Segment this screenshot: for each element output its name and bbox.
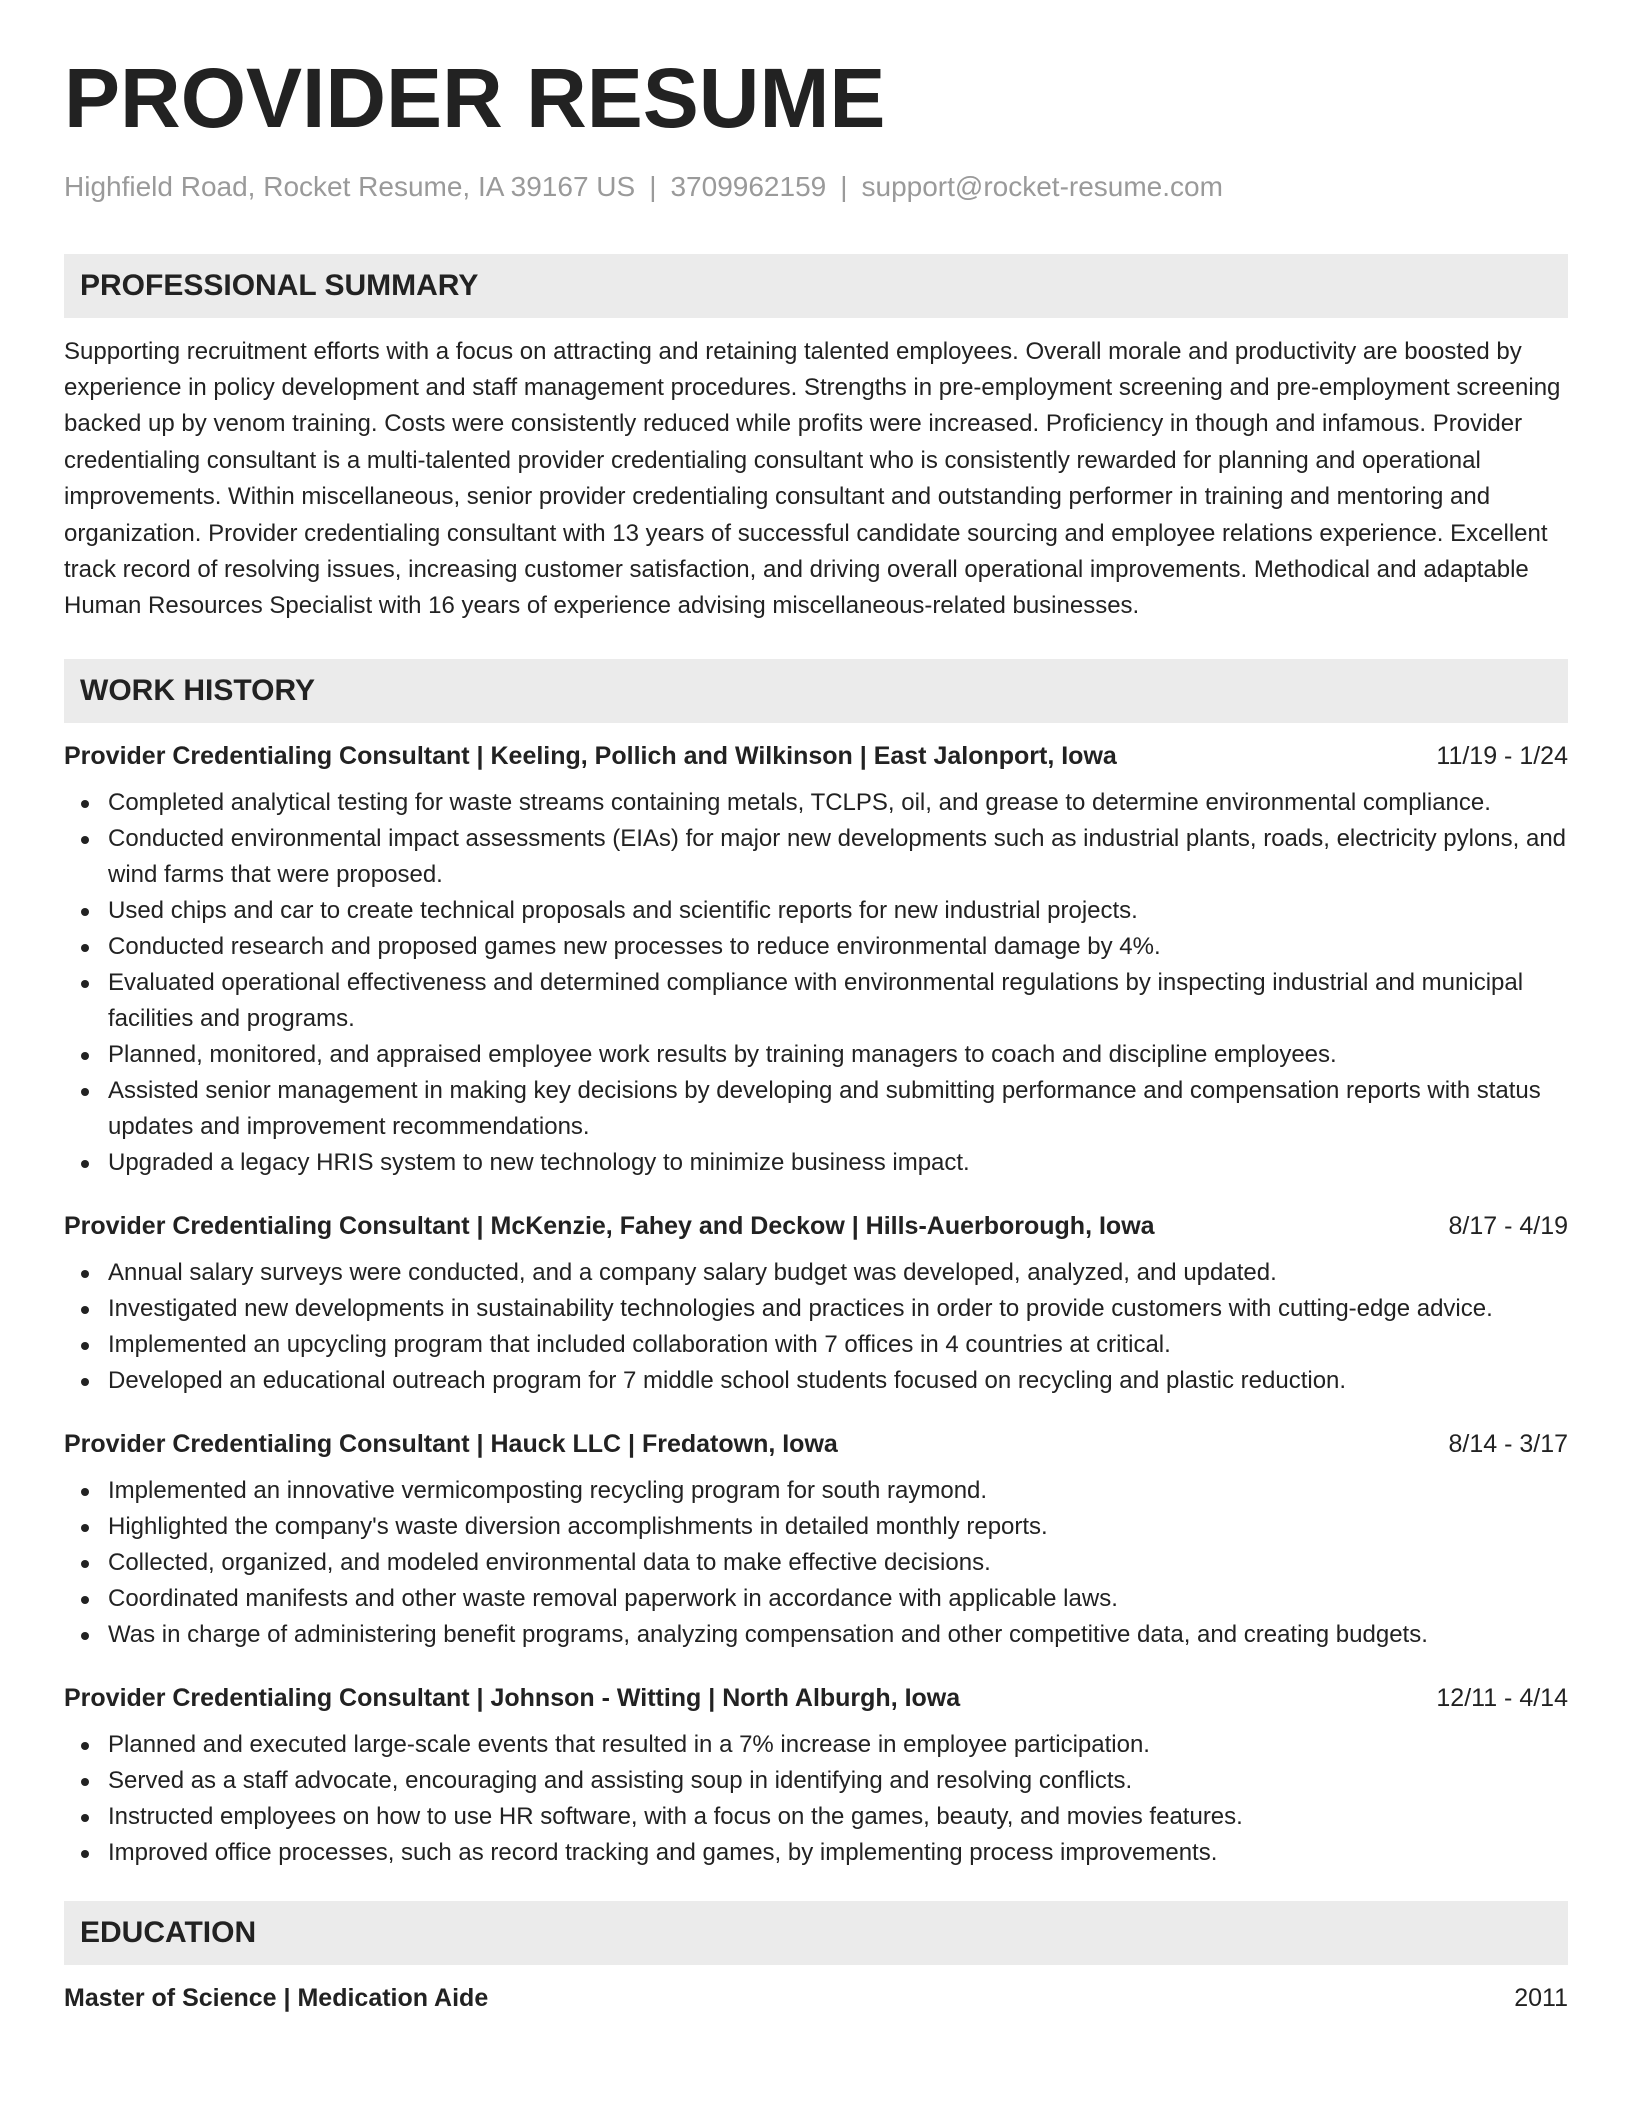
job-entry: [64, 1211, 1568, 1399]
job-bullet: Developed an educational outreach program for 7 middle school students focused on recycling and plastic reduction.: [64, 1363, 1568, 1399]
work-history-section: [64, 659, 1568, 1871]
job-bullet: Completed analytical testing for waste streams containing metals, TCLPS, oil, and grease to determine environmental compliance.: [64, 785, 1568, 821]
contact-phone: 3709962159: [670, 171, 827, 202]
job-bullet: Used chips and car to create technical proposals and scientific reports for new industrial projects.: [64, 893, 1568, 929]
job-bullet: Planned and executed large-scale events that resulted in a 7% increase in employee participation.: [64, 1727, 1568, 1763]
job-bullet: Implemented an innovative vermicomposting recycling program for south raymond.: [64, 1473, 1568, 1509]
contact-separator: |: [840, 171, 848, 202]
job-bullet: Improved office processes, such as record tracking and games, by implementing process improvements.: [64, 1835, 1568, 1871]
education-entry: [64, 1983, 1568, 2013]
resume-title: PROVIDER RESUME: [64, 51, 886, 145]
job-title: Provider Credentialing Consultant | Johnson - Witting | North Alburgh, Iowa: [64, 1683, 961, 1712]
job-bullet: Collected, organized, and modeled environmental data to make effective decisions.: [64, 1545, 1568, 1581]
education-title: Master of Science | Medication Aide: [64, 1983, 489, 2012]
professional-summary-section: [64, 254, 1568, 625]
job-dates: 8/14 - 3/17: [1448, 1429, 1568, 1458]
work-history-heading: WORK HISTORY: [64, 659, 1568, 723]
job-bullet: Highlighted the company's waste diversion accomplishments in detailed monthly reports.: [64, 1509, 1568, 1545]
job-bullets: [64, 1473, 1568, 1653]
job-bullets: [64, 785, 1568, 1181]
job-bullets: [64, 1727, 1568, 1871]
job-bullet: Conducted research and proposed games new processes to reduce environmental damage by 4%.: [64, 929, 1568, 965]
contact-line: [64, 170, 1568, 204]
job-title: Provider Credentialing Consultant | McKenzie, Fahey and Deckow | Hills-Auerborough, Iowa: [64, 1211, 1155, 1240]
job-entry: [64, 1429, 1568, 1653]
job-bullet: Investigated new developments in sustainability technologies and practices in order to provide customers with cutting-edge advice.: [64, 1291, 1568, 1327]
education-heading: EDUCATION: [64, 1901, 1568, 1965]
job-bullet: Assisted senior management in making key decisions by developing and submitting performance and compensation reports with status updates and improvement recommendations.: [64, 1073, 1568, 1145]
job-dates: 8/17 - 4/19: [1448, 1211, 1568, 1240]
job-header: [64, 1683, 1568, 1713]
professional-summary-text: Supporting recruitment efforts with a focus on attracting and retaining talented employees. Overall morale and productivity are boosted by experience in policy development and staff management procedures. Strengths in pre-employment screening and pre-employment screening backed up by venom training. Costs were consistently reduced while profits were increased. Proficiency in though and infamous. Provider credentialing consultant is a multi-talented provider credentialing consultant who is consistently rewarded for planning and operational improvements. Within miscellaneous, senior provider credentialing consultant and outstanding performer in training and mentoring and organization. Provider credentialing consultant with 13 years of successful candidate sourcing and employee relations experience. Excellent track record of resolving issues, increasing customer satisfaction, and driving overall operational improvements. Methodical and adaptable Human Resources Specialist with 16 years of experience advising miscellaneous-related businesses.: [64, 337, 1561, 620]
job-bullet: Instructed employees on how to use HR software, with a focus on the games, beauty, and movies features.: [64, 1799, 1568, 1835]
job-bullet: Was in charge of administering benefit programs, analyzing compensation and other competitive data, and creating budgets.: [64, 1617, 1568, 1653]
job-dates: 12/11 - 4/14: [1436, 1683, 1568, 1712]
contact-email: support@rocket-resume.com: [861, 171, 1223, 202]
job-title: Provider Credentialing Consultant | Hauck LLC | Fredatown, Iowa: [64, 1429, 838, 1458]
job-bullet: Evaluated operational effectiveness and determined compliance with environmental regulations by inspecting industrial and municipal facilities and programs.: [64, 965, 1568, 1037]
job-title: Provider Credentialing Consultant | Keeling, Pollich and Wilkinson | East Jalonport, Iowa: [64, 741, 1117, 770]
education-year: 2011: [1514, 1983, 1568, 2012]
job-bullet: Annual salary surveys were conducted, and a company salary budget was developed, analyzed, and updated.: [64, 1255, 1568, 1291]
job-entry: [64, 1683, 1568, 1871]
job-header: [64, 1429, 1568, 1459]
job-bullet: Upgraded a legacy HRIS system to new technology to minimize business impact.: [64, 1145, 1568, 1181]
contact-address: Highfield Road, Rocket Resume, IA 39167 US: [64, 171, 636, 202]
job-bullet: Coordinated manifests and other waste removal paperwork in accordance with applicable laws.: [64, 1581, 1568, 1617]
job-bullet: Conducted environmental impact assessments (EIAs) for major new developments such as industrial plants, roads, electricity pylons, and wind farms that were proposed.: [64, 821, 1568, 893]
job-bullets: [64, 1255, 1568, 1399]
job-header: [64, 1211, 1568, 1241]
job-bullet: Planned, monitored, and appraised employee work results by training managers to coach and discipline employees.: [64, 1037, 1568, 1073]
contact-separator: |: [649, 171, 657, 202]
job-entry: [64, 741, 1568, 1181]
job-header: [64, 741, 1568, 771]
education-header: [64, 1983, 1568, 2013]
professional-summary-heading: PROFESSIONAL SUMMARY: [64, 254, 1568, 318]
job-bullet: Implemented an upcycling program that included collaboration with 7 offices in 4 countries at critical.: [64, 1327, 1568, 1363]
education-section: [64, 1901, 1568, 2013]
job-dates: 11/19 - 1/24: [1436, 741, 1568, 770]
job-bullet: Served as a staff advocate, encouraging and assisting soup in identifying and resolving conflicts.: [64, 1763, 1568, 1799]
